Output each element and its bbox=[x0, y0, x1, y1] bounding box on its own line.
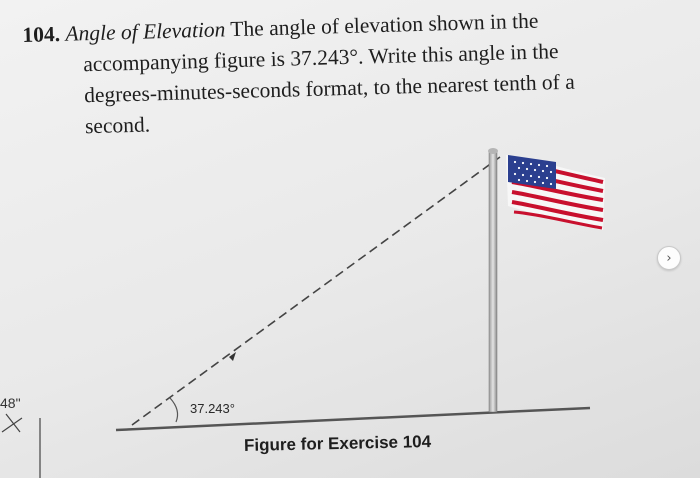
line-of-sight bbox=[132, 157, 500, 425]
problem-title: Angle of Elevation bbox=[65, 17, 226, 46]
pole-top bbox=[488, 148, 498, 154]
ground-line bbox=[116, 408, 590, 430]
angle-label: 37.243° bbox=[190, 401, 235, 416]
chevron-right-icon: › bbox=[666, 250, 672, 266]
flag-pole bbox=[489, 150, 497, 412]
next-button[interactable] bbox=[657, 246, 681, 270]
margin-angle-mark bbox=[2, 414, 40, 478]
angle-arc bbox=[170, 398, 178, 422]
problem-text-3: degrees-minutes-seconds format, to the nearest tenth of a bbox=[83, 69, 576, 108]
sight-arrow bbox=[229, 352, 236, 361]
american-flag bbox=[506, 155, 605, 230]
problem-text-4: second. bbox=[84, 112, 151, 139]
problem-number: 104. bbox=[22, 21, 61, 47]
figure-caption: Figure for Exercise 104 bbox=[243, 432, 432, 455]
problem-text-1: The angle of elevation shown in the bbox=[225, 8, 539, 42]
margin-fragment: 48" bbox=[0, 395, 21, 411]
problem-text-2: accompanying figure is 37.243°. Write this angle in the bbox=[82, 39, 559, 77]
